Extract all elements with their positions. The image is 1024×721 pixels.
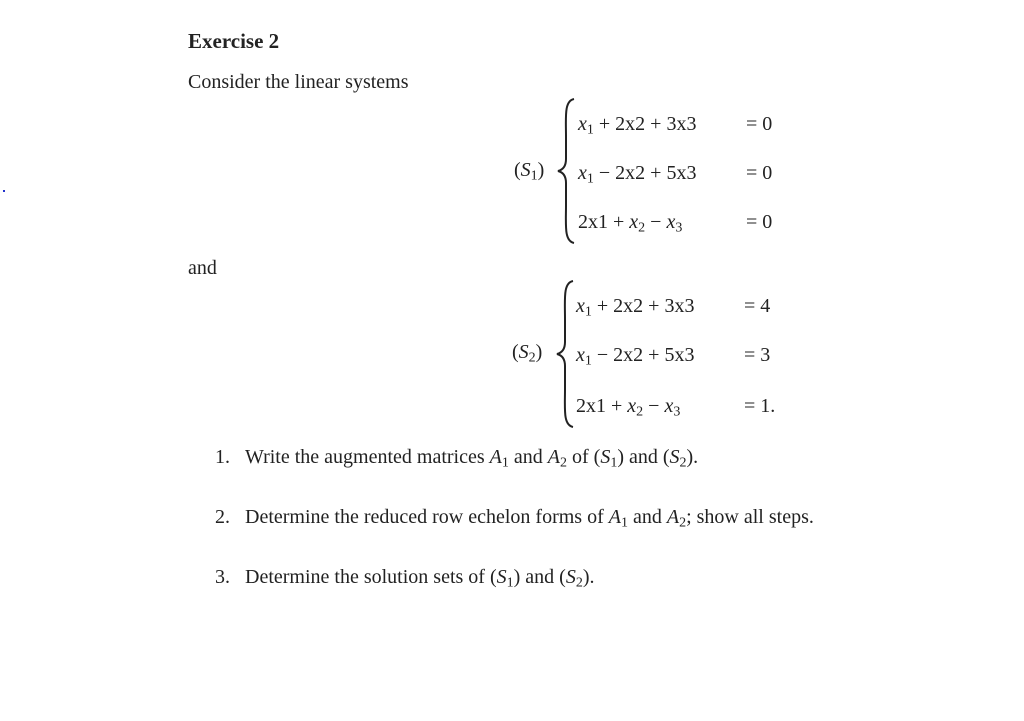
equation-rhs: = 3 <box>744 344 771 366</box>
exercise-title: Exercise 2 <box>188 29 280 53</box>
equation-rhs: = 4 <box>744 295 771 317</box>
task-number: 2. <box>215 506 230 528</box>
equation-rhs: = 0 <box>746 211 773 233</box>
system-1-label: $(S_1)$ <box>514 159 545 184</box>
equation-lhs: $2x1 + x_2 - x_3$ <box>576 395 681 420</box>
task-text: Determine the reduced row echelon forms of $A_1$ and $A_2$; show all steps. <box>245 506 814 531</box>
stray-dot <box>3 190 5 192</box>
task-number: 3. <box>215 566 230 588</box>
connector-text: and <box>188 257 217 279</box>
task-text: Determine the solution sets of $(S_1)$ and $(S_2)$. <box>245 566 595 591</box>
equation-lhs: $x_1 - 2x2 + 5x3$ <box>578 162 697 187</box>
equation-lhs: $x_1 + 2x2 + 3x3$ <box>578 113 697 138</box>
equation-lhs: $x_1 - 2x2 + 5x3$ <box>576 344 695 369</box>
equation-lhs: $x_1 + 2x2 + 3x3$ <box>576 295 695 320</box>
intro-text: Consider the linear systems <box>188 71 409 93</box>
task-text: Write the augmented matrices $A_1$ and $A_2$ of $(S_1)$ and $(S_2)$. <box>245 446 699 471</box>
equation-rhs: = 0 <box>746 113 773 135</box>
equation-rhs: = 0 <box>746 162 773 184</box>
left-brace-icon <box>555 279 575 429</box>
equation-lhs: $2x1 + x_2 - x_3$ <box>578 211 683 236</box>
task-number: 1. <box>215 446 230 468</box>
system-2-label: $(S_2)$ <box>512 341 543 366</box>
equation-rhs: = 1. <box>744 395 776 417</box>
left-brace-icon <box>556 97 576 245</box>
